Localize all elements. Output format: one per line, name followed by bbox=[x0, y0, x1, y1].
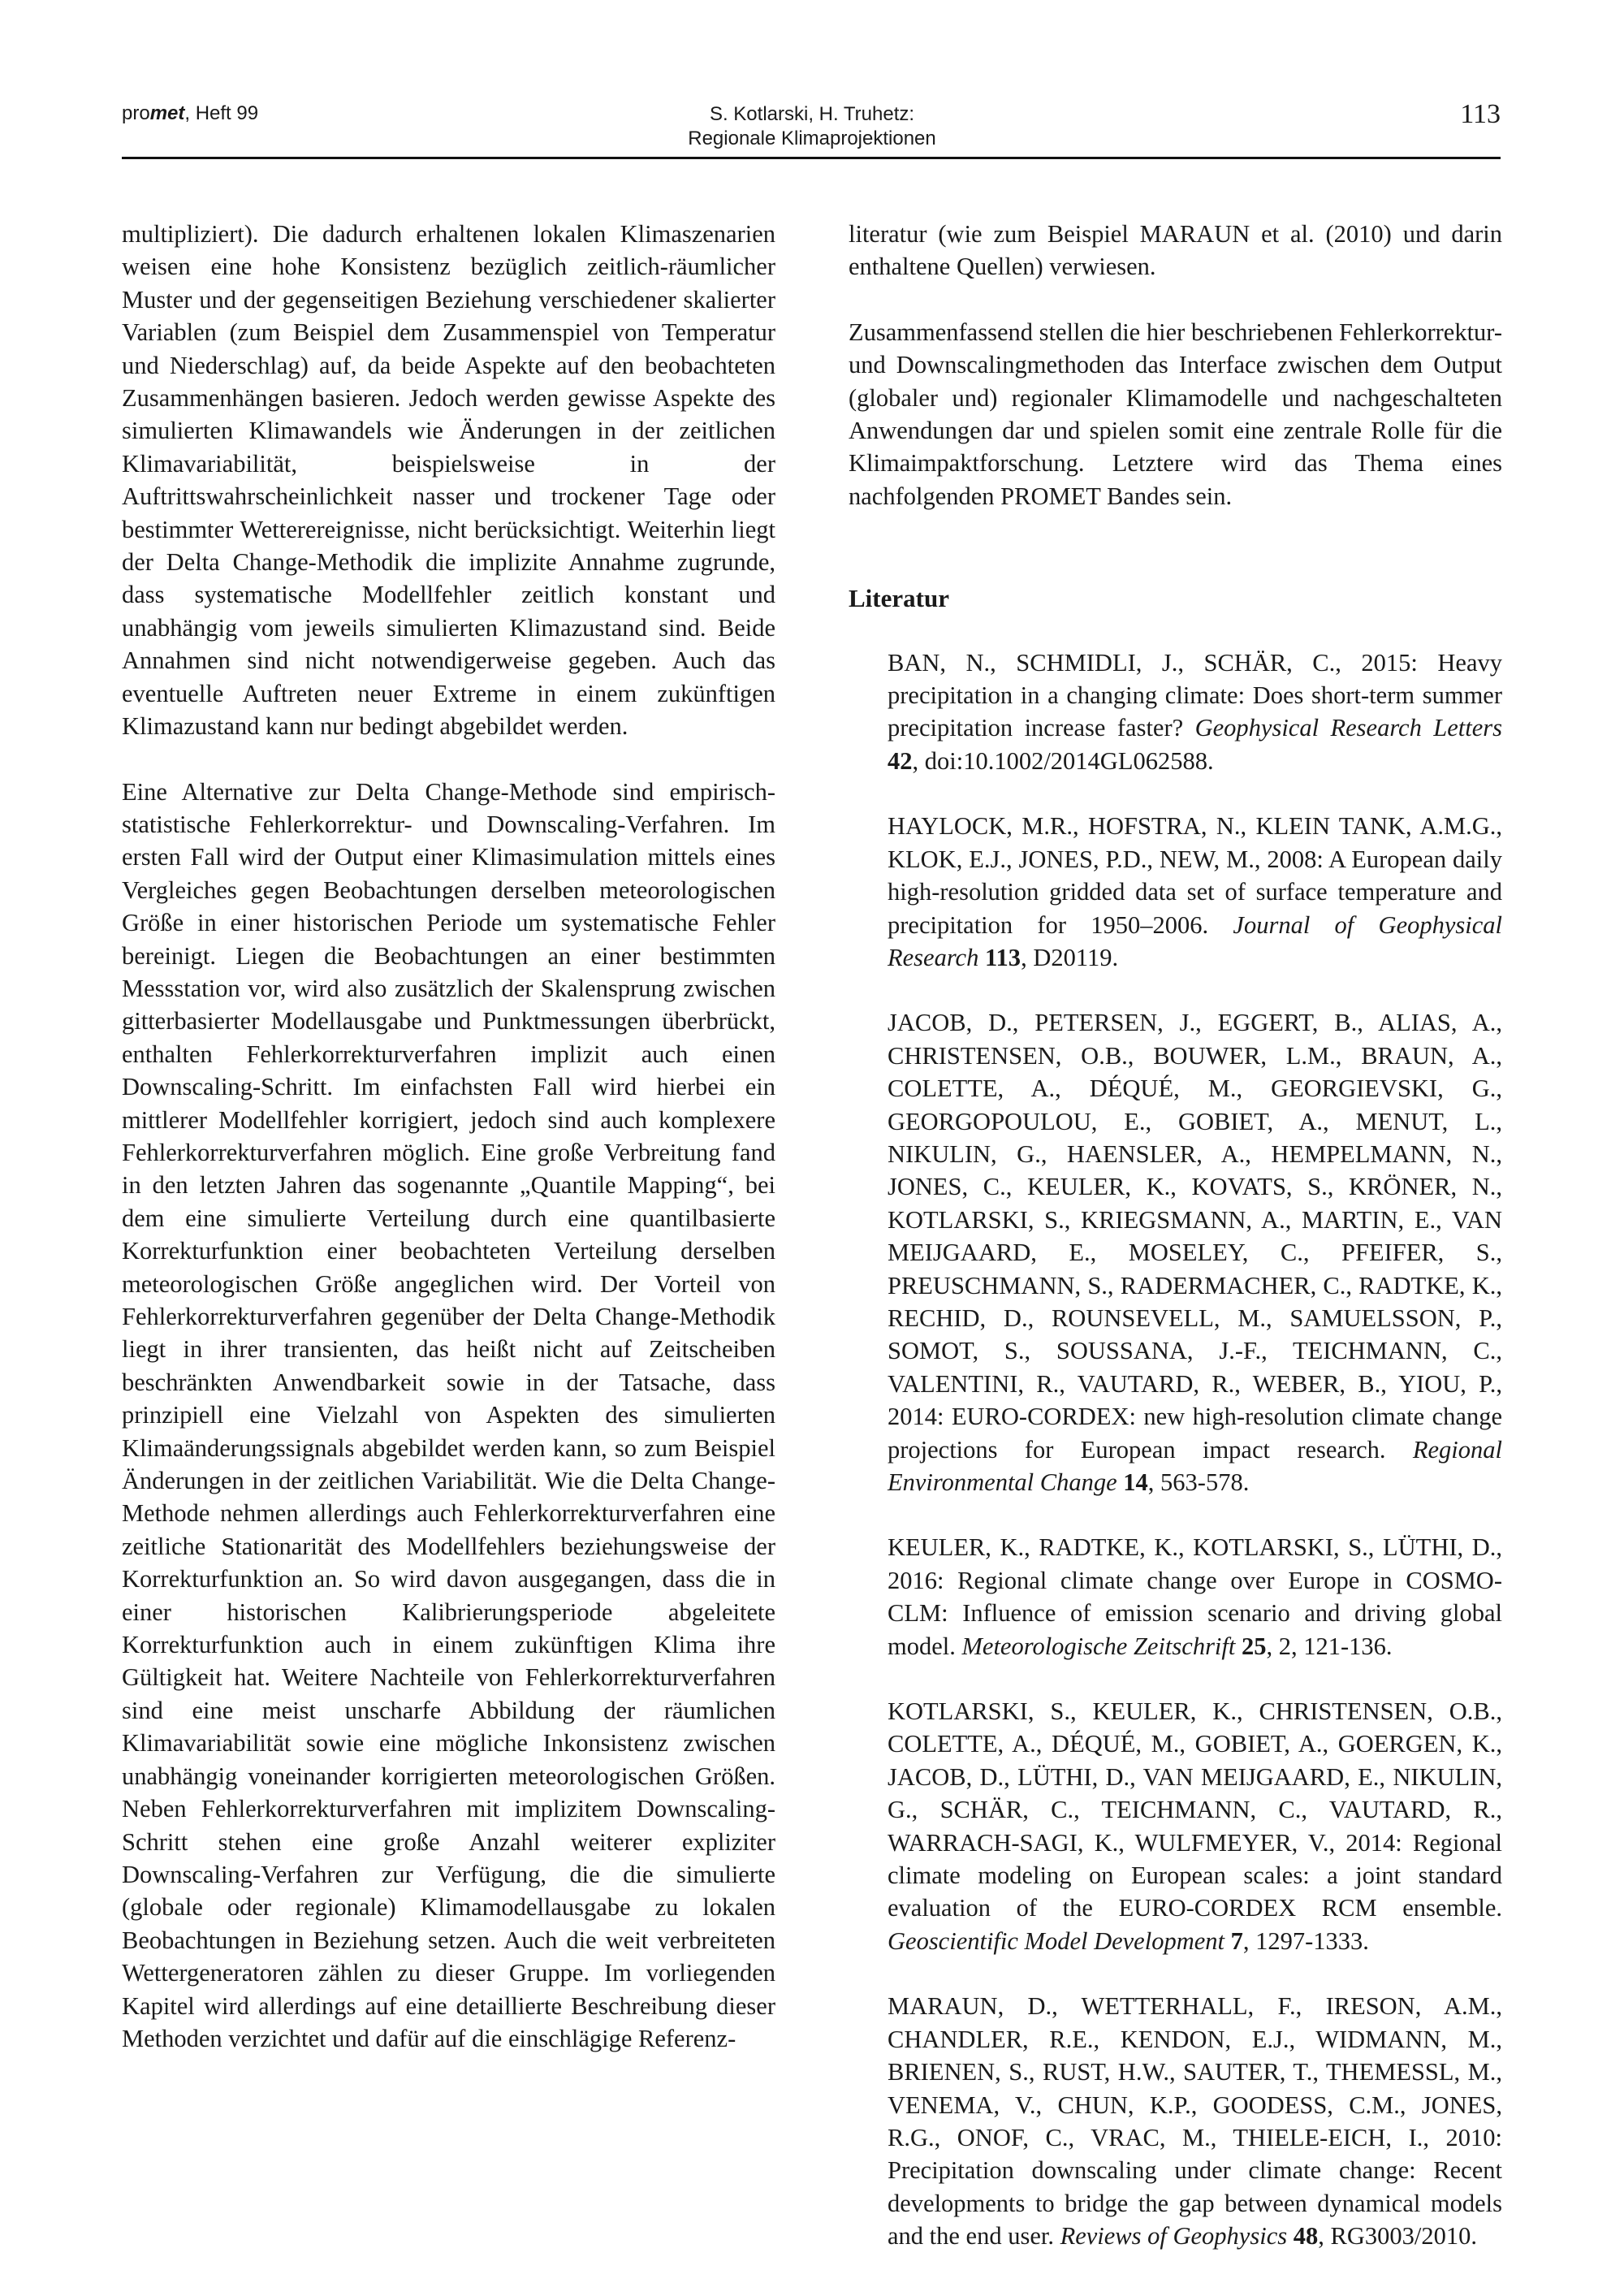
reference-authors: KEULER, K., RADTKE, K., KOTLARSKI, S., LÜTHI, D., 2016: Regional climate change over Europe in COSMO-CLM: Influence of emission scenario and driving global model. bbox=[888, 1533, 1502, 1660]
reference-list bbox=[849, 646, 1502, 2253]
literature-heading: Literatur bbox=[849, 584, 949, 613]
reference-entry bbox=[849, 1990, 1502, 2252]
reference-journal: Meteorologische Zeitschrift bbox=[961, 1632, 1236, 1660]
reference-entry bbox=[849, 810, 1502, 974]
reference-volume: 14 bbox=[1123, 1468, 1148, 1496]
reference-authors: JACOB, D., PETERSEN, J., EGGERT, B., ALIAS, A., CHRISTENSEN, O.B., BOUWER, L.M., BRAUN, A., COLETTE, A., DÉQUÉ, M., GEORGIEVSKI, G., GEORGOPOULOU, E., GOBIET, A., MENUT, L., NIKULIN, G., HAENSLER, A., HEMPELMANN, N., JONES, C., KEULER, K., KOVATS, S., KRÖNER, N., KOTLARSKI, S., KRIEGSMANN, A., MARTIN, E., VAN MEIJGAARD, E., MOSELEY, C., PFEIFER, S., PREUSCHMANN, S., RADERMACHER, C., RADTKE, K., RECHID, D., ROUNSEVELL, M., SAMUELSSON, P., SOMOT, S., SOUSSANA, J.-F., TEICHMANN, C., VALENTINI, R., VAUTARD, R., WEBER, B., YIOU, P., 2014: EURO-CORDEX: new high-resolution climate change projections for European impact research. bbox=[888, 1009, 1502, 1464]
body-paragraph: Zusammenfassend stellen die hier beschriebenen Fehlerkorrektur- und Downscalingmethoden das Interface zwischen dem Output (globaler und) regionaler Klimamodelle und nachgeschalteten Anwendungen dar und spielen somit eine zentrale Rolle für die Klimaimpaktforschung. Letztere wird das Thema eines nachfolgenden PROMET Bandes sein. bbox=[849, 318, 1502, 510]
reference-entry bbox=[849, 1695, 1502, 1957]
journal-prefix: pro bbox=[122, 102, 150, 124]
reference-entry bbox=[849, 1531, 1502, 1663]
running-head-title: Regionale Klimaprojektionen bbox=[688, 128, 936, 149]
header-rule bbox=[122, 157, 1501, 159]
running-head-authors: S. Kotlarski, H. Truhetz: bbox=[709, 103, 915, 125]
journal-brand: met bbox=[149, 102, 185, 124]
reference-journal: Geophysical Research Letters bbox=[1194, 714, 1503, 742]
reference-volume: 25 bbox=[1241, 1632, 1267, 1660]
reference-entry bbox=[849, 646, 1502, 778]
reference-volume: 7 bbox=[1230, 1926, 1243, 1955]
reference-rest: , doi:10.1002/2014GL062588. bbox=[912, 746, 1214, 775]
reference-rest: , D20119. bbox=[1021, 943, 1119, 971]
reference-rest: , 2, 121-136. bbox=[1266, 1632, 1393, 1660]
page-number: 113 bbox=[1460, 99, 1501, 129]
reference-volume: 42 bbox=[888, 746, 913, 775]
running-head bbox=[568, 102, 1056, 151]
reference-journal: Geoscientific Model Development bbox=[888, 1926, 1224, 1955]
reference-journal: Reviews of Geophysics bbox=[1060, 2222, 1288, 2251]
journal-issue bbox=[122, 102, 258, 125]
reference-authors: KOTLARSKI, S., KEULER, K., CHRISTENSEN, O.B., COLETTE, A., DÉQUÉ, M., GOBIET, A., GOERGEN, K., JACOB, D., LÜTHI, D., VAN MEIJGAARD, E., NIKULIN, G., SCHÄR, C., TEICHMANN, C., VAUTARD, R., WARRACH-SAGI, K., WULFMEYER, V., 2014: Regional climate modeling on European scales: a joint standard evaluation of the EURO-CORDEX RCM ensemble. bbox=[888, 1697, 1502, 1922]
reference-authors: HAYLOCK, M.R., HOFSTRA, N., KLEIN TANK, A.M.G., KLOK, E.J., JONES, P.D., NEW, M., 2008: A European daily high-resolution gridded data set of surface temperature and precipitation for 1950–2006. bbox=[888, 812, 1502, 939]
reference-authors: BAN, N., SCHMIDLI, J., SCHÄR, C., 2015: Heavy precipitation in a changing climate: Does short-term summer precipitation increase faster? bbox=[888, 648, 1502, 742]
reference-rest: , 563-578. bbox=[1147, 1468, 1250, 1496]
reference-authors: MARAUN, D., WETTERHALL, F., IRESON, A.M., CHANDLER, R.E., KENDON, E.J., WIDMANN, M., BRIENEN, S., RUST, H.W., SAUTER, T., THEMESSL, M., VENEMA, V., CHUN, K.P., GOODESS, C.M., JONES, R.G., ONOF, C., VRAC, M., THIELE-EICH, I., 2010: Precipitation downscaling under climate change: Recent developments to bridge the gap between dynamical models and the end user. bbox=[888, 1992, 1502, 2251]
body-paragraph: multipliziert). Die dadurch erhaltenen lokalen Klimaszenarien weisen eine hohe Konsistenz bezüglich zeitlich-räumlicher Muster und der gegenseitigen Beziehung verschiedener skalierter Variablen (zum Beispiel dem Zusammenspiel von Temperatur und Niederschlag) auf, da beide Aspekte auf den beobachteten Zusammenhängen basieren. Jedoch werden gewisse Aspekte des simulierten Klimawandels wie Änderungen in der zeitlichen Klimavariabilität, beispielsweise in der Auftrittswahrscheinlichkeit nasser und trockener Tage oder bestimmter Wetterereignisse, nicht berücksichtigt. Weiterhin liegt der Delta Change-Methodik die implizite Annahme zugrunde, dass systematische Modellfehler zeitlich konstant und unabhängig vom jeweils simulierten Klimazustand sind. Beide Annahmen sind nicht notwendigerweise gegeben. Auch das eventuelle Auftreten neuer Extreme in einem zukünftigen Klimazustand kann nur bedingt abgebildet werden. bbox=[122, 220, 775, 741]
body-paragraph: literatur (wie zum Beispiel MARAUN et al. (2010) und darin enthaltene Quellen) verwiesen. bbox=[849, 220, 1502, 281]
reference-volume: 48 bbox=[1293, 2222, 1319, 2251]
reference-journal: Journal of Geophysical Research bbox=[888, 910, 1503, 971]
reference-volume: 113 bbox=[984, 943, 1021, 971]
reference-journal: Regional Environmental Change bbox=[888, 1435, 1502, 1496]
left-column bbox=[122, 218, 775, 2055]
reference-rest: , RG3003/2010. bbox=[1318, 2222, 1477, 2251]
issue-label: , Heft 99 bbox=[184, 102, 259, 124]
reference-entry bbox=[849, 1006, 1502, 1498]
body-paragraph: Eine Alternative zur Delta Change-Methode sind empirisch-statistische Fehlerkorrektur- und Downscaling-Verfahren. Im ersten Fall wird der Output einer Klimasimulation mittels eines Vergleiches gegen Beobachtungen derselben meteorologischen Größe in einer historischen Periode um systematische Fehler bereinigt. Liegen die Beobachtungen an einer bestimmten Messstation vor, wird also zusätzlich der Skalensprung zwischen gitterbasierter Modellausgabe und Punktmessungen überbrückt, enthalten Fehlerkorrekturverfahren implizit auch einen Downscaling-Schritt. Im einfachsten Fall wird hierbei ein mittlerer Modellfehler korrigiert, jedoch sind auch komplexere Fehlerkorrekturverfahren möglich. Eine große Verbreitung fand in den letzten Jahren das sogenannte „Quantile Mapping“, bei dem eine simulierte Verteilung durch eine quantilbasierte Korrekturfunktion einer beobachteten Verteilung derselben meteorologischen Größe angeglichen wird. Der Vorteil von Fehlerkorrekturverfahren gegenüber der Delta Change-Methodik liegt in ihrer transienten, das heißt nicht auf Zeitscheiben beschränkten Anwendbarkeit sowie in der Tatsache, dass prinzipiell eine Vielzahl von Aspekten des simulierten Klimaänderungssignals abgebildet werden kann, so zum Beispiel Änderungen in der zeitlichen Variabilität. Wie die Delta Change-Methode nehmen allerdings auch Fehlerkorrekturverfahren eine zeitliche Stationarität des Modellfehlers beziehungsweise der Korrekturfunktion an. So wird davon ausgegangen, dass die in einer historischen Kalibrierungsperiode abgeleitete Korrekturfunktion auch in einem zukünftigen Klima ihre Gültigkeit hat. Weitere Nachteile von Fehlerkorrekturverfahren sind eine meist unscharfe Abbildung der räumlichen Klimavariabilität sowie eine mögliche Inkonsistenz zwischen unabhängig voneinander korrigierten meteorologischen Größen. Neben Fehlerkorrekturverfahren mit implizitem Downscaling-Schritt stehen eine große Anzahl weiterer expliziter Downscaling-Verfahren zur Verfügung, die die simulierte (globale oder regionale) Klimamodellausgabe zu lokalen Beobachtungen in Beziehung setzen. Auch die weit verbreiteten Wettergeneratoren zählen zu dieser Gruppe. Im vorliegenden Kapitel wird allerdings auf eine detaillierte Beschreibung dieser Methoden verzichtet und dafür auf die einschlägige Referenz- bbox=[122, 777, 775, 2052]
right-column bbox=[849, 218, 1502, 2253]
reference-rest: , 1297-1333. bbox=[1242, 1926, 1369, 1955]
